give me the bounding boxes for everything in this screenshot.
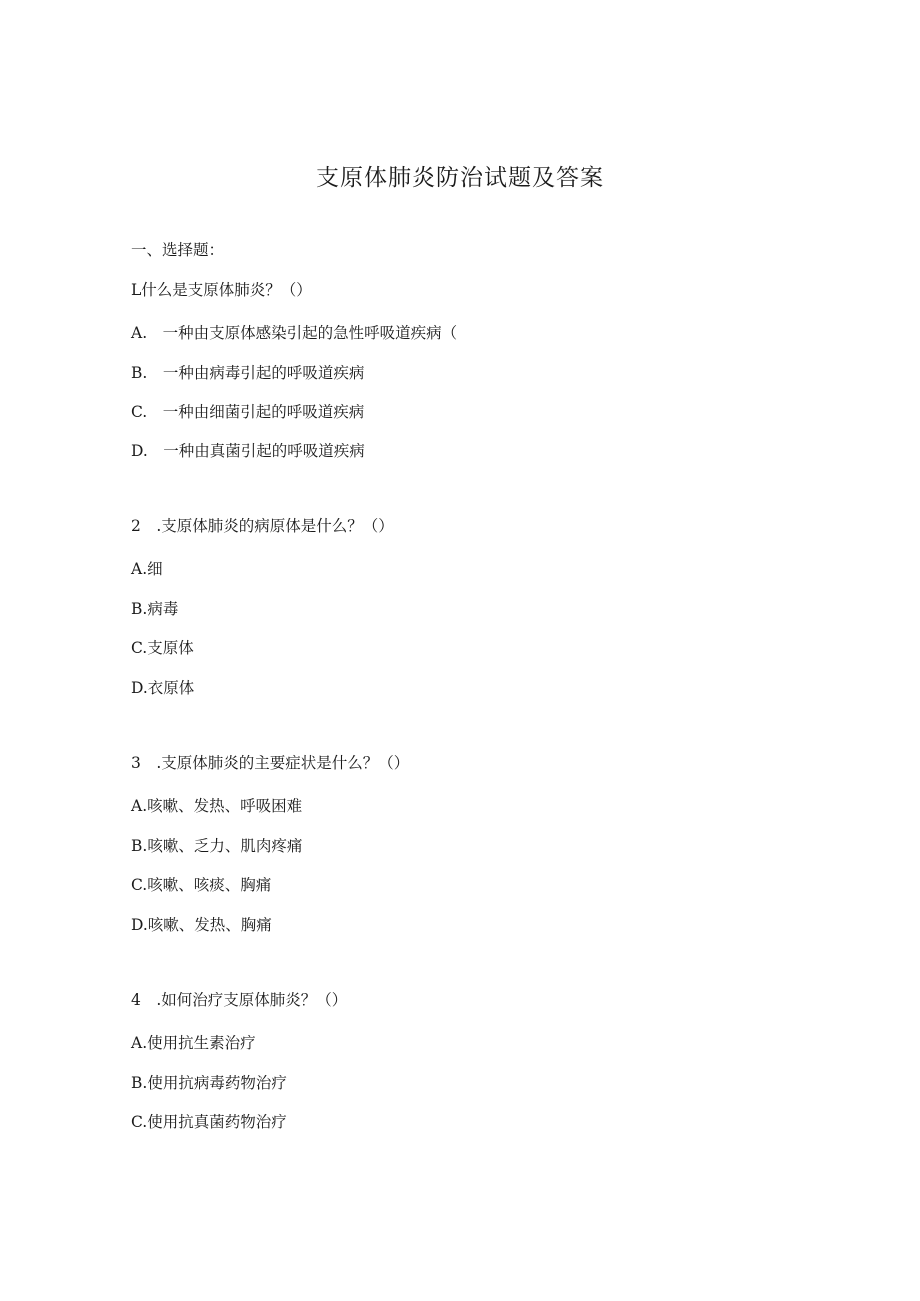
question-2-option-a: A.细 bbox=[131, 560, 163, 578]
question-3-option-d: D.咳嗽、发热、胸痛 bbox=[131, 916, 272, 934]
question-4-option-c: C.使用抗真菌药物治疗 bbox=[131, 1113, 287, 1131]
question-4-text: 4 .如何治疗支原体肺炎？（） bbox=[131, 991, 348, 1009]
question-2-text: 2 .支原体肺炎的病原体是什么？（） bbox=[131, 517, 394, 535]
section-heading: 一、选择题： bbox=[131, 241, 225, 259]
question-1-option-c: C. 一种由细菌引起的呼吸道疾病 bbox=[131, 403, 365, 421]
question-2-option-c: C.支原体 bbox=[131, 639, 194, 657]
question-3-option-b: B.咳嗽、乏力、肌肉疼痛 bbox=[131, 837, 303, 855]
question-4-option-b: B.使用抗病毒药物治疗 bbox=[131, 1074, 287, 1092]
question-4-option-a: A.使用抗生素治疗 bbox=[131, 1034, 256, 1052]
question-3-option-c: C.咳嗽、咳痰、胸痛 bbox=[131, 876, 272, 894]
question-3-option-a: A.咳嗽、发热、呼吸困难 bbox=[131, 797, 303, 815]
document-title: 支原体肺炎防治试题及答案 bbox=[316, 165, 604, 191]
question-1-option-b: B. 一种由病毒引起的呼吸道疾病 bbox=[131, 364, 365, 382]
question-1-option-a: A. 一种由支原体感染引起的急性呼吸道疾病（ bbox=[131, 324, 458, 342]
question-1-text: L什么是支原体肺炎？（） bbox=[131, 281, 312, 299]
question-3-text: 3 .支原体肺炎的主要症状是什么？（） bbox=[131, 754, 410, 772]
question-1-option-d: D. 一种由真菌引起的呼吸道疾病 bbox=[131, 442, 365, 460]
question-2-option-b: B.病毒 bbox=[131, 600, 179, 618]
question-2-option-d: D.衣原体 bbox=[131, 679, 195, 697]
